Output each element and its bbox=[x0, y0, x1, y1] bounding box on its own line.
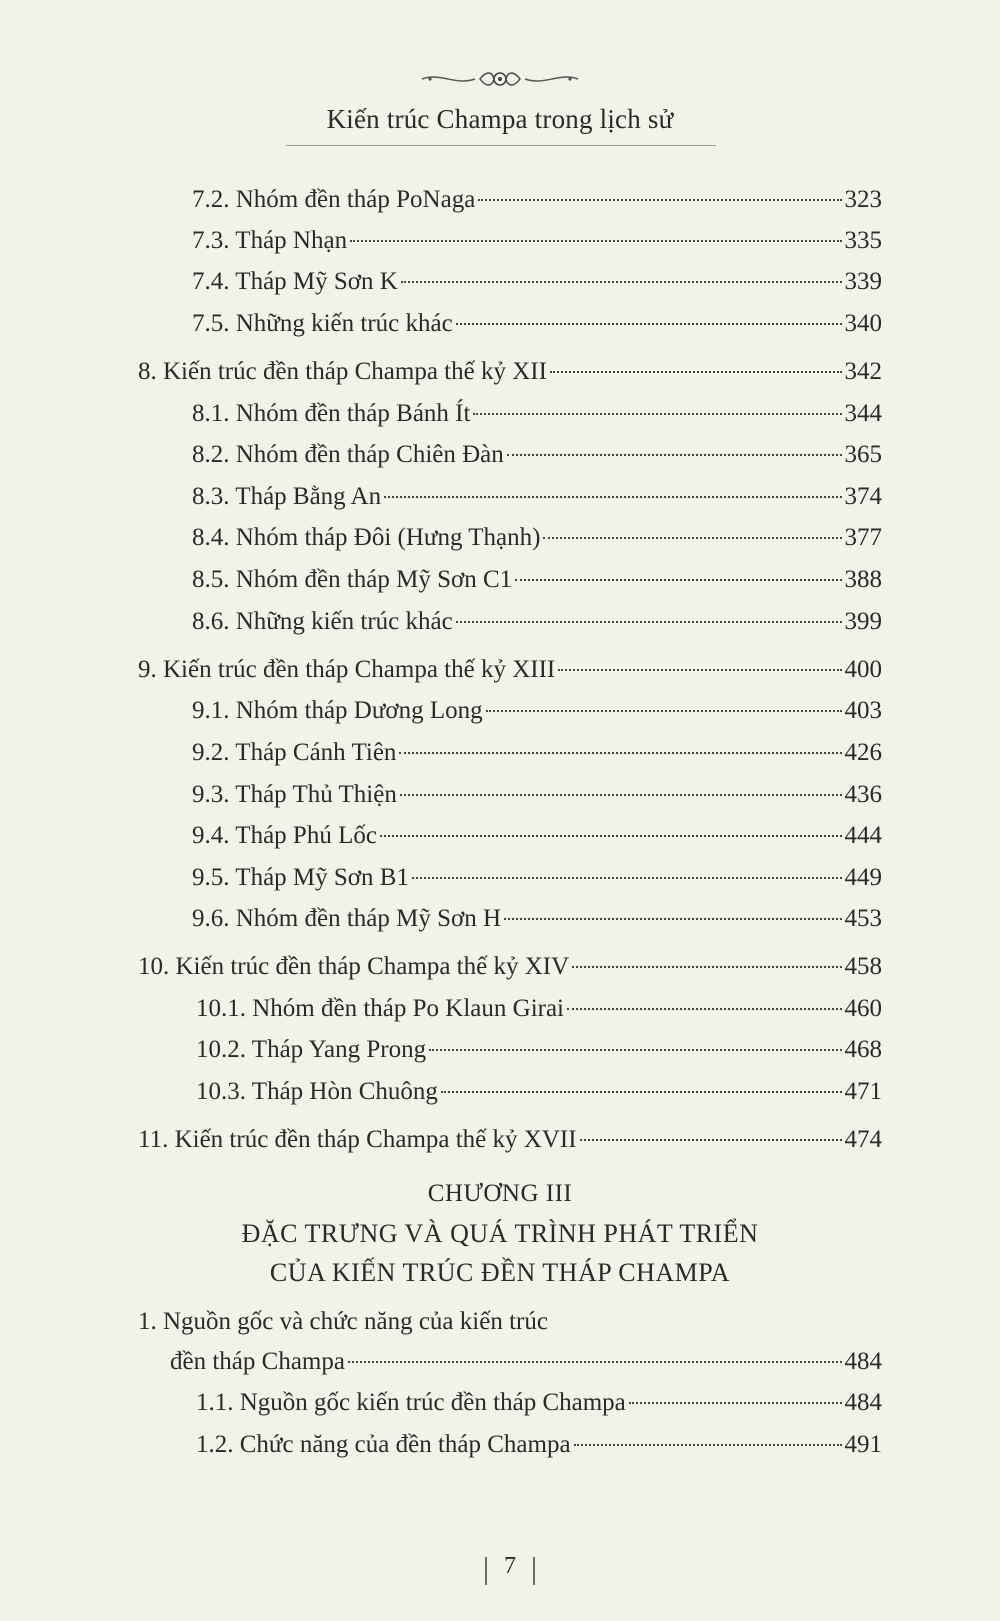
toc-page-number: 399 bbox=[844, 608, 882, 635]
toc-page-number: 342 bbox=[844, 358, 882, 385]
toc-entry[interactable] bbox=[196, 1075, 882, 1109]
toc-entry-title: đền tháp Champa bbox=[170, 1348, 345, 1375]
toc-entry-title: 1.1. Nguồn gốc kiến trúc đền tháp Champa bbox=[196, 1389, 626, 1416]
toc-section-heading: 1. Nguồn gốc và chức năng của kiến trúc bbox=[138, 1308, 548, 1335]
dot-leader bbox=[515, 579, 841, 581]
page-number: 7 bbox=[504, 1553, 516, 1579]
toc-entry[interactable] bbox=[192, 224, 882, 258]
toc-entry-title: 8.5. Nhóm đền tháp Mỹ Sơn C1 bbox=[192, 566, 513, 593]
toc-entry[interactable] bbox=[192, 778, 882, 812]
toc-entry-title: 7.4. Tháp Mỹ Sơn K bbox=[192, 268, 398, 295]
toc-entry-title: 9.6. Nhóm đền tháp Mỹ Sơn H bbox=[192, 905, 502, 932]
toc-entry[interactable] bbox=[192, 563, 882, 597]
toc-page-number: 474 bbox=[844, 1126, 882, 1153]
toc-entry-title: 8.3. Tháp Bằng An bbox=[192, 483, 382, 510]
toc-page-number: 484 bbox=[844, 1348, 882, 1375]
toc-entry-title: 8.1. Nhóm đền tháp Bánh Ít bbox=[192, 400, 471, 427]
toc-entry[interactable] bbox=[192, 861, 882, 895]
dot-leader bbox=[507, 454, 842, 456]
toc-entry[interactable] bbox=[192, 819, 882, 853]
toc-entry[interactable] bbox=[196, 1386, 882, 1420]
dot-leader bbox=[401, 281, 842, 283]
dot-leader bbox=[400, 794, 842, 796]
running-title: Kiến trúc Champa trong lịch sử bbox=[326, 104, 674, 134]
toc-entry[interactable] bbox=[192, 605, 882, 639]
dot-leader bbox=[504, 918, 841, 920]
dot-leader bbox=[456, 621, 842, 623]
toc-entry-title: 8.6. Những kiến trúc khác bbox=[192, 608, 453, 635]
dot-leader bbox=[550, 371, 842, 373]
header-rule bbox=[286, 145, 716, 146]
toc-entry[interactable] bbox=[196, 1033, 882, 1067]
toc-page-number: 403 bbox=[844, 697, 882, 724]
dot-leader bbox=[384, 496, 841, 498]
toc-entry-title: 10.1. Nhóm đền tháp Po Klaun Girai bbox=[196, 995, 565, 1022]
toc-entry[interactable] bbox=[192, 438, 882, 472]
toc-page-number: 449 bbox=[844, 864, 882, 891]
toc-page-number: 400 bbox=[844, 656, 882, 683]
folio-divider bbox=[533, 1557, 535, 1585]
toc-page-number: 388 bbox=[844, 566, 882, 593]
dot-leader bbox=[580, 1139, 842, 1141]
toc-section-entry[interactable] bbox=[170, 1345, 882, 1379]
chapter-label: CHƯƠNG III bbox=[427, 1180, 573, 1207]
toc-entry[interactable] bbox=[192, 307, 882, 341]
toc-page-number: 365 bbox=[844, 441, 882, 468]
dot-leader bbox=[574, 1444, 842, 1446]
toc-entry[interactable] bbox=[192, 736, 882, 770]
toc-entry-title: 8.4. Nhóm tháp Đôi (Hưng Thạnh) bbox=[192, 524, 541, 551]
toc-entry-title: 11. Kiến trúc đền tháp Champa thế kỷ XVII bbox=[138, 1126, 577, 1153]
page-footer bbox=[485, 1553, 535, 1589]
dot-leader bbox=[473, 413, 841, 415]
dot-leader bbox=[572, 966, 841, 968]
toc-entry[interactable] bbox=[192, 521, 882, 555]
toc-entry-title: 9.2. Tháp Cánh Tiên bbox=[192, 739, 397, 766]
toc-entry-title: 9.1. Nhóm tháp Dương Long bbox=[192, 697, 483, 724]
toc-page-number: 444 bbox=[844, 822, 882, 849]
toc-page-number: 323 bbox=[844, 186, 882, 213]
dot-leader bbox=[399, 752, 841, 754]
dot-leader bbox=[543, 537, 841, 539]
toc-entry-title: 8.2. Nhóm đền tháp Chiên Đàn bbox=[192, 441, 504, 468]
dot-leader bbox=[350, 240, 841, 242]
toc-page-number: 458 bbox=[844, 953, 882, 980]
toc-page-number: 468 bbox=[844, 1036, 882, 1063]
toc-section-entry[interactable] bbox=[138, 1123, 882, 1157]
toc-page-number: 484 bbox=[844, 1389, 882, 1416]
toc-page-number: 471 bbox=[844, 1078, 882, 1105]
toc-entry[interactable] bbox=[192, 694, 882, 728]
toc-page-number: 335 bbox=[844, 227, 882, 254]
dot-leader bbox=[567, 1008, 841, 1010]
toc-page-number: 453 bbox=[844, 905, 882, 932]
toc-entry[interactable] bbox=[192, 183, 882, 217]
toc-entry-title: 9. Kiến trúc đền tháp Champa thế kỷ XIII bbox=[138, 656, 556, 683]
toc-page-number: 377 bbox=[844, 524, 882, 551]
chapter-title-line-2: CỦA KIẾN TRÚC ĐỀN THÁP CHAMPA bbox=[269, 1258, 731, 1287]
toc-entry-title: 7.2. Nhóm đền tháp PoNaga bbox=[192, 186, 476, 213]
toc-entry[interactable] bbox=[192, 902, 882, 936]
toc-page-number: 340 bbox=[844, 310, 882, 337]
dot-leader bbox=[348, 1361, 842, 1363]
toc-entry-title: 8. Kiến trúc đền tháp Champa thế kỷ XII bbox=[138, 358, 547, 385]
toc-page-number: 426 bbox=[844, 739, 882, 766]
dot-leader bbox=[456, 323, 842, 325]
toc-page-number: 374 bbox=[844, 483, 882, 510]
toc-page-number: 436 bbox=[844, 781, 882, 808]
toc-entry-title: 10. Kiến trúc đền tháp Champa thế kỷ XIV bbox=[138, 953, 570, 980]
toc-entry-title: 1.2. Chức năng của đền tháp Champa bbox=[196, 1431, 571, 1458]
toc-entry[interactable] bbox=[196, 992, 882, 1026]
toc-entry[interactable] bbox=[196, 1428, 882, 1462]
toc-entry[interactable] bbox=[192, 265, 882, 299]
toc-page-number: 339 bbox=[844, 268, 882, 295]
toc-entry-title: 7.3. Tháp Nhạn bbox=[192, 227, 348, 254]
dot-leader bbox=[486, 710, 842, 712]
toc-entry-title: 9.4. Tháp Phú Lốc bbox=[192, 822, 377, 849]
dot-leader bbox=[412, 877, 842, 879]
toc-entry-title: 7.5. Những kiến trúc khác bbox=[192, 310, 453, 337]
toc-section-entry[interactable] bbox=[138, 950, 882, 984]
toc-entry-title: 10.2. Tháp Yang Prong bbox=[196, 1036, 427, 1063]
toc-entry-title: 10.3. Tháp Hòn Chuông bbox=[196, 1078, 438, 1105]
dot-leader bbox=[629, 1402, 842, 1404]
decorative-flourish-icon bbox=[420, 68, 580, 90]
toc-entry[interactable] bbox=[192, 480, 882, 514]
dot-leader bbox=[429, 1049, 841, 1051]
toc-page-number: 344 bbox=[844, 400, 882, 427]
toc-section-entry[interactable] bbox=[138, 355, 882, 389]
toc-entry-title: 9.3. Tháp Thủ Thiện bbox=[192, 781, 397, 808]
toc-section-entry[interactable] bbox=[138, 653, 882, 687]
dot-leader bbox=[441, 1091, 842, 1093]
toc-entry[interactable] bbox=[192, 397, 882, 431]
dot-leader bbox=[380, 835, 842, 837]
toc-page-number: 491 bbox=[844, 1431, 882, 1458]
dot-leader bbox=[558, 669, 841, 671]
toc-entry-title: 9.5. Tháp Mỹ Sơn B1 bbox=[192, 864, 409, 891]
dot-leader bbox=[478, 199, 841, 201]
chapter-title-line-1: ĐẶC TRƯNG VÀ QUÁ TRÌNH PHÁT TRIỂN bbox=[241, 1219, 759, 1248]
toc-page-number: 460 bbox=[844, 995, 882, 1022]
